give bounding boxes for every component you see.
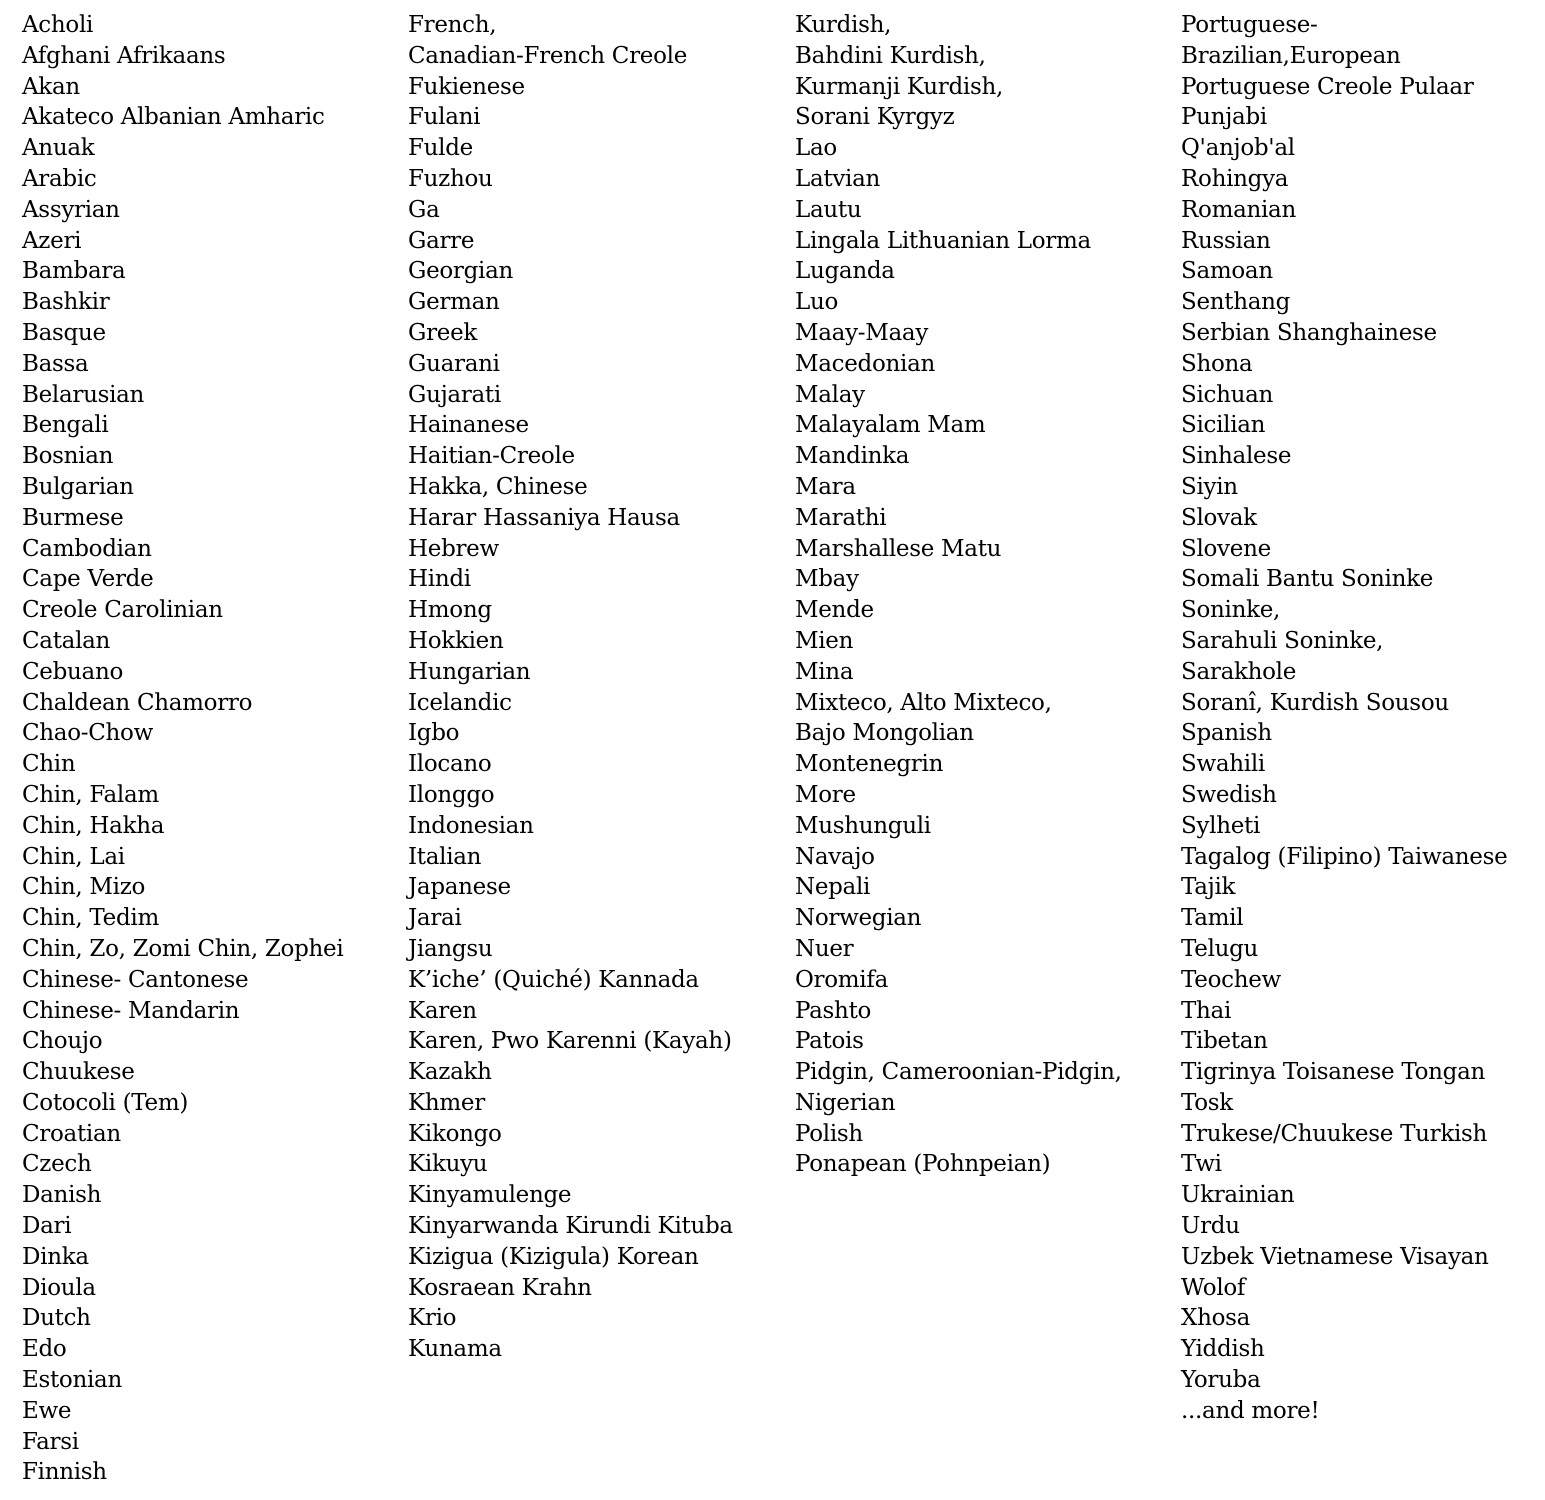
language-item: Cape Verde [22,566,154,593]
language-item: Ga [408,196,440,223]
language-column-2 [408,10,778,1365]
language-item: Mixteco, Alto Mixteco, [795,689,1052,716]
language-item: Portuguese Creole Pulaar [1181,73,1474,100]
language-item: Fukienese [408,73,525,100]
language-item: Bahdini Kurdish, [795,42,986,69]
language-item: Mandinka [795,443,910,470]
language-item: Somali Bantu Soninke [1181,566,1434,593]
language-item: Chinese- Mandarin [22,997,240,1024]
language-item: Soninke, [1181,597,1281,624]
language-item: Chin, Tedim [22,905,159,932]
language-item: Acholi [22,12,94,38]
language-item: Tibetan [1181,1028,1268,1055]
language-item: Edo [22,1336,67,1363]
language-item: French, [408,12,497,38]
language-item: More [795,781,856,808]
language-item: Bajo Mongolian [795,720,974,747]
language-item: Nigerian [795,1089,896,1116]
language-item: Oromifa [795,966,888,993]
language-item: Trukese/Chuukese Turkish [1181,1120,1488,1147]
language-item: Hmong [408,597,492,624]
language-item: Senthang [1181,289,1291,316]
language-item: Ilocano [408,751,492,778]
language-item: Lingala Lithuanian Lorma [795,227,1091,254]
language-column-3 [795,10,1165,1180]
language-item: Farsi [22,1428,79,1455]
language-item: Luganda [795,258,895,285]
language-item: Montenegrin [795,751,944,778]
language-item: Teochew [1181,966,1281,993]
language-item: Latvian [795,165,881,192]
language-item: Wolof [1181,1274,1246,1301]
language-item: Harar Hassaniya Hausa [408,504,680,531]
language-item: Luo [795,289,839,316]
language-item: Marshallese Matu [795,535,1002,562]
language-item: Sarakhole [1181,658,1297,685]
language-item: Bashkir [22,289,110,316]
language-item: Chinese- Cantonese [22,966,249,993]
language-item: Kinyamulenge [408,1182,572,1209]
language-column-1 [22,10,392,1488]
language-item: Tagalog (Filipino) Taiwanese [1181,843,1508,870]
language-column-4 [1181,10,1541,1427]
language-item: Khmer [408,1089,485,1116]
language-item: Karen [408,997,477,1024]
language-item: Cambodian [22,535,152,562]
language-item: Ukrainian [1181,1182,1295,1209]
language-item: Mina [795,658,854,685]
language-item: Pidgin, Cameroonian-Pidgin, [795,1059,1122,1086]
language-item: Georgian [408,258,514,285]
language-item: Malay [795,381,865,408]
language-item: Chin, Lai [22,843,125,870]
language-item: Chin, Mizo [22,874,146,901]
language-item: Finnish [22,1459,107,1486]
language-item: Gujarati [408,381,501,408]
language-item: Tigrinya Toisanese Tongan [1181,1059,1485,1086]
language-item: Chuukese [22,1059,135,1086]
language-item: Fulani [408,104,481,131]
language-item: Swedish [1181,781,1277,808]
language-item: Nepali [795,874,871,901]
language-item: Chin [22,751,76,778]
language-item: Samoan [1181,258,1273,285]
language-list [22,10,1532,1490]
language-item: Hungarian [408,658,531,685]
language-item: Ilonggo [408,781,495,808]
language-item: Bambara [22,258,126,285]
language-item: Afghani Afrikaans [22,42,226,69]
language-item: German [408,289,500,316]
language-item: Kazakh [408,1059,492,1086]
language-item: Xhosa [1181,1305,1251,1332]
language-item: Hebrew [408,535,499,562]
language-item: Basque [22,319,106,346]
language-item: Tamil [1181,905,1244,932]
language-item: Sorani Kyrgyz [795,104,955,131]
language-item: Q'anjob'al [1181,135,1295,162]
language-item: Rohingya [1181,165,1289,192]
language-item: Canadian-French Creole [408,42,688,69]
language-item: Akan [22,73,80,100]
language-item: Tosk [1181,1089,1233,1116]
language-item: Hakka, Chinese [408,473,588,500]
language-item: Kikongo [408,1120,502,1147]
language-item: Navajo [795,843,875,870]
language-item: Hindi [408,566,471,593]
language-item: Uzbek Vietnamese Visayan [1181,1243,1489,1270]
language-item: Hokkien [408,627,504,654]
language-item: Yoruba [1181,1367,1261,1394]
language-item: Kikuyu [408,1151,488,1178]
language-item: Swahili [1181,751,1265,778]
language-item: Sarahuli Soninke, [1181,627,1384,654]
language-item: Brazilian,European [1181,42,1401,69]
language-item: Chao-Chow [22,720,153,747]
language-item: Sylheti [1181,812,1261,839]
language-item: Malayalam Mam [795,412,986,439]
language-item: Burmese [22,504,124,531]
language-item: Portuguese- [1181,12,1318,38]
language-item: Ponapean (Pohnpeian) [795,1151,1051,1178]
language-item: Czech [22,1151,92,1178]
language-item: Indonesian [408,812,534,839]
language-item: Kunama [408,1336,502,1363]
language-item: Marathi [795,504,887,531]
language-item: Mara [795,473,856,500]
language-item: Dari [22,1213,72,1240]
language-item: Mbay [795,566,859,593]
language-item: Cebuano [22,658,124,685]
language-item: Shona [1181,350,1253,377]
language-item: K’iche’ (Quiché) Kannada [408,966,699,993]
language-item: Fulde [408,135,473,162]
language-item: Macedonian [795,350,936,377]
language-item: Pashto [795,997,872,1024]
language-item: Slovak [1181,504,1257,531]
language-item: Jarai [408,905,462,932]
language-item: Norwegian [795,905,922,932]
language-item: Krio [408,1305,457,1332]
language-item: Belarusian [22,381,145,408]
language-item: Kinyarwanda Kirundi Kituba [408,1213,733,1240]
language-item: Estonian [22,1367,122,1394]
language-item: Mushunguli [795,812,931,839]
language-item: Punjabi [1181,104,1267,131]
language-item: Cotocoli (Tem) [22,1089,189,1116]
language-item: Anuak [22,135,95,162]
language-item: Bengali [22,412,109,439]
language-item: Nuer [795,935,854,962]
language-item: Akateco Albanian Amharic [22,104,325,131]
language-item: Soranî, Kurdish Sousou [1181,689,1449,716]
language-item: Ewe [22,1397,72,1424]
language-item: Japanese [408,874,511,901]
language-item: Lautu [795,196,862,223]
language-item: Chin, Zo, Zomi Chin, Zophei [22,935,344,962]
language-item: Chaldean Chamorro [22,689,253,716]
language-item: Italian [408,843,482,870]
language-item: Hainanese [408,412,529,439]
language-item: Dinka [22,1243,89,1270]
language-item: Greek [408,319,478,346]
language-item: Azeri [22,227,82,254]
language-item: Creole Carolinian [22,597,223,624]
language-item: Mien [795,627,854,654]
language-item: Choujo [22,1028,103,1055]
language-item: Russian [1181,227,1271,254]
language-item: Yiddish [1181,1336,1265,1363]
language-item: Arabic [22,165,97,192]
language-item: Romanian [1181,196,1296,223]
language-item: Tajik [1181,874,1236,901]
language-item: Urdu [1181,1213,1240,1240]
language-item: Sinhalese [1181,443,1292,470]
language-item: Bulgarian [22,473,134,500]
language-item: Maay-Maay [795,319,929,346]
language-item: Sicilian [1181,412,1266,439]
language-item: Chin, Falam [22,781,159,808]
language-item: Karen, Pwo Karenni (Kayah) [408,1028,732,1055]
language-item: Thai [1181,997,1232,1024]
language-item: Slovene [1181,535,1271,562]
language-item: Kosraean Krahn [408,1274,592,1301]
language-item: Twi [1181,1151,1222,1178]
language-item: Bosnian [22,443,114,470]
language-item: ...and more! [1181,1397,1320,1424]
language-item: Danish [22,1182,102,1209]
language-item: Siyin [1181,473,1238,500]
language-item: Guarani [408,350,500,377]
language-item: Kurdish, [795,12,892,38]
language-item: Catalan [22,627,111,654]
language-item: Kurmanji Kurdish, [795,73,1004,100]
language-item: Icelandic [408,689,512,716]
language-item: Polish [795,1120,863,1147]
language-item: Jiangsu [408,935,493,962]
language-item: Kizigua (Kizigula) Korean [408,1243,699,1270]
language-item: Dioula [22,1274,96,1301]
language-item: Lao [795,135,837,162]
language-item: Dutch [22,1305,91,1332]
language-item: Assyrian [22,196,120,223]
language-item: Bassa [22,350,89,377]
language-item: Mende [795,597,874,624]
language-item: Patois [795,1028,864,1055]
language-item: Spanish [1181,720,1272,747]
language-item: Serbian Shanghainese [1181,319,1437,346]
language-item: Telugu [1181,935,1259,962]
language-item: Igbo [408,720,460,747]
language-item: Haitian-Creole [408,443,575,470]
language-item: Fuzhou [408,165,493,192]
language-item: Garre [408,227,475,254]
language-item: Chin, Hakha [22,812,165,839]
language-item: Sichuan [1181,381,1274,408]
language-item: Croatian [22,1120,121,1147]
